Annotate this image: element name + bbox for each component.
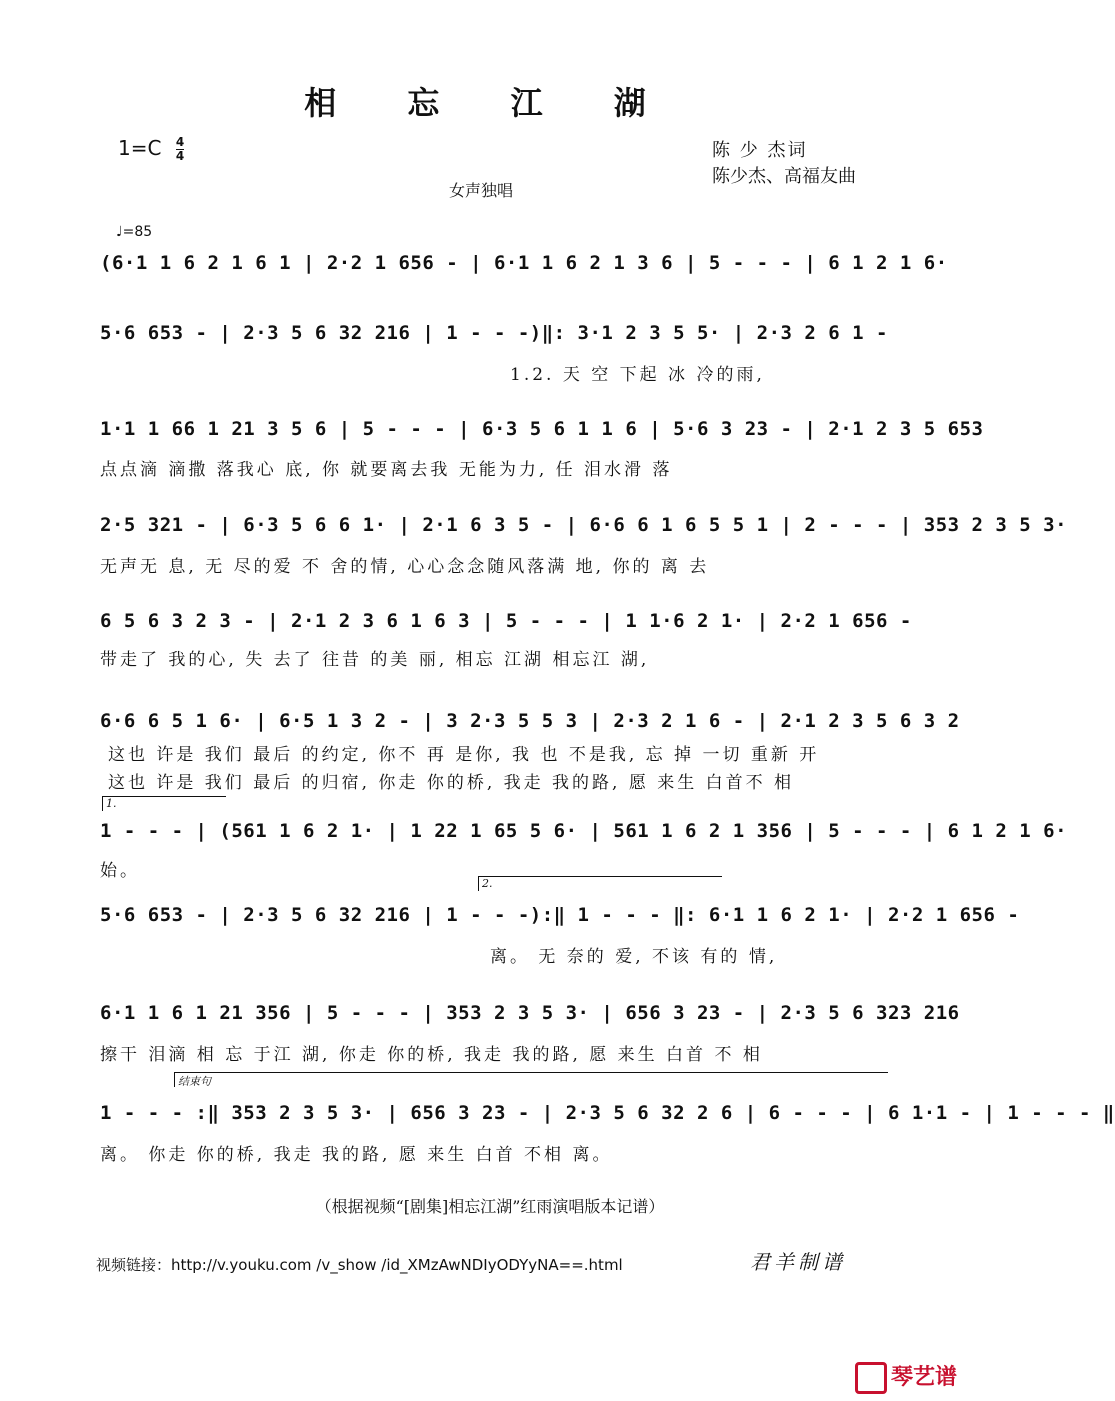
lyricist-credit: 陈 少 杰词 xyxy=(712,140,808,161)
volta-2-bracket xyxy=(478,876,722,891)
notation-row-7: 1 - - - | (561 1 6 2 1· | 1 22 1 65 5 6· | 561 1 6 2 1 356 | 5 - - - | 6 1 2 1 6· xyxy=(100,820,1068,842)
ending-bracket xyxy=(174,1072,888,1087)
key-label: 1=C xyxy=(118,136,162,160)
lyric-row-9: 擦干 泪滴 相 忘 于江 湖, 你走 你的桥, 我走 我的路, 愿 来生 白首 不 相 xyxy=(100,1045,763,1065)
notation-row-1: (6·1 1 6 2 1 6 1 | 2·2 1 656 - | 6·1 1 6 2 1 3 6 | 5 - - - | 6 1 2 1 6· xyxy=(100,252,948,274)
lyric-row-3: 点点滴 滴撒 落我心 底, 你 就要离去我 无能为力, 任 泪水滑 落 xyxy=(100,460,673,480)
time-sig-bottom: 4 xyxy=(175,149,185,163)
logo-text: 琴艺谱 xyxy=(891,1365,958,1390)
time-signature xyxy=(176,136,184,163)
volta-1-bracket xyxy=(102,796,226,811)
notation-row-3: 1·1 1 66 1 21 3 5 6 | 5 - - - | 6·3 5 6 1 1 6 | 5·6 3 23 - | 2·1 2 3 5 653 xyxy=(100,418,984,440)
volta-1-label: 1. xyxy=(106,797,117,810)
notation-row-10: 1 - - - :‖ 353 2 3 5 3· | 656 3 23 - | 2·3 5 6 32 2 6 | 6 - - - | 6 1·1 - | 1 - - - ‖ xyxy=(100,1102,1115,1124)
lyric-row-6b: 这也 许是 我们 最后 的归宿, 你走 你的桥, 我走 我的路, 愿 来生 白首不 相 xyxy=(108,773,795,793)
time-sig-top: 4 xyxy=(175,135,185,149)
source-note: （根据视频“[剧集]相忘江湖”红雨演唱版本记谱） xyxy=(315,1197,665,1216)
lyric-row-4: 无声无 息, 无 尽的爱 不 舍的情, 心心念念随风落满 地, 你的 离 去 xyxy=(100,557,710,577)
voice-type: 女声独唱 xyxy=(449,181,514,200)
site-logo xyxy=(855,1360,957,1394)
lyric-row-7: 始。 xyxy=(100,861,140,881)
transcriber-signature: 君羊制谱 xyxy=(750,1250,846,1274)
notation-row-6: 6·6 6 5 1 6· | 6·5 1 3 2 - | 3 2·3 5 5 3 | 2·3 2 1 6 - | 2·1 2 3 5 6 3 2 xyxy=(100,710,960,732)
notation-row-5: 6 5 6 3 2 3 - | 2·1 2 3 6 1 6 3 | 5 - - - | 1 1·6 2 1· | 2·2 1 656 - xyxy=(100,610,912,632)
notation-row-2: 5·6 653 - | 2·3 5 6 32 216 | 1 - - -)‖: 3·1 2 3 5 5· | 2·3 2 6 1 - xyxy=(100,322,888,344)
ending-label: 结束句 xyxy=(178,1075,211,1088)
notation-row-9: 6·1 1 6 1 21 356 | 5 - - - | 353 2 3 5 3· | 656 3 23 - | 2·3 5 6 323 216 xyxy=(100,1002,960,1024)
logo-icon xyxy=(855,1362,887,1394)
video-link: 视频链接：http://v.youku.com /v_show /id_XMzAwNDIyODYyNA==.html xyxy=(96,1256,623,1274)
composer-credit: 陈少杰、高福友曲 xyxy=(712,166,856,187)
lyric-row-6a: 这也 许是 我们 最后 的约定, 你不 再 是你, 我 也 不是我, 忘 掉 一切 重新 开 xyxy=(108,745,820,765)
notation-row-8: 5·6 653 - | 2·3 5 6 32 216 | 1 - - -):‖ 1 - - - ‖: 6·1 1 6 2 1· | 2·2 1 656 - xyxy=(100,904,1020,926)
key-signature xyxy=(118,136,184,163)
tempo-marking: ♩=85 xyxy=(116,224,153,240)
lyric-row-5: 带走了 我的心, 失 去了 往昔 的美 丽, 相忘 江湖 相忘江 湖, xyxy=(100,650,650,670)
score-title: 相 忘 江 湖 xyxy=(304,84,676,122)
notation-row-4: 2·5 321 - | 6·3 5 6 6 1· | 2·1 6 3 5 - | 6·6 6 1 6 5 5 1 | 2 - - - | 353 2 3 5 3· xyxy=(100,514,1068,536)
volta-2-label: 2. xyxy=(482,877,493,890)
lyric-row-2: 1.2. 天 空 下起 冰 冷的雨, xyxy=(510,365,765,385)
lyric-row-8: 离。 无 奈的 爱, 不该 有的 情, xyxy=(490,947,778,967)
lyric-row-10: 离。 你走 你的桥, 我走 我的路, 愿 来生 白首 不相 离。 xyxy=(100,1145,613,1165)
